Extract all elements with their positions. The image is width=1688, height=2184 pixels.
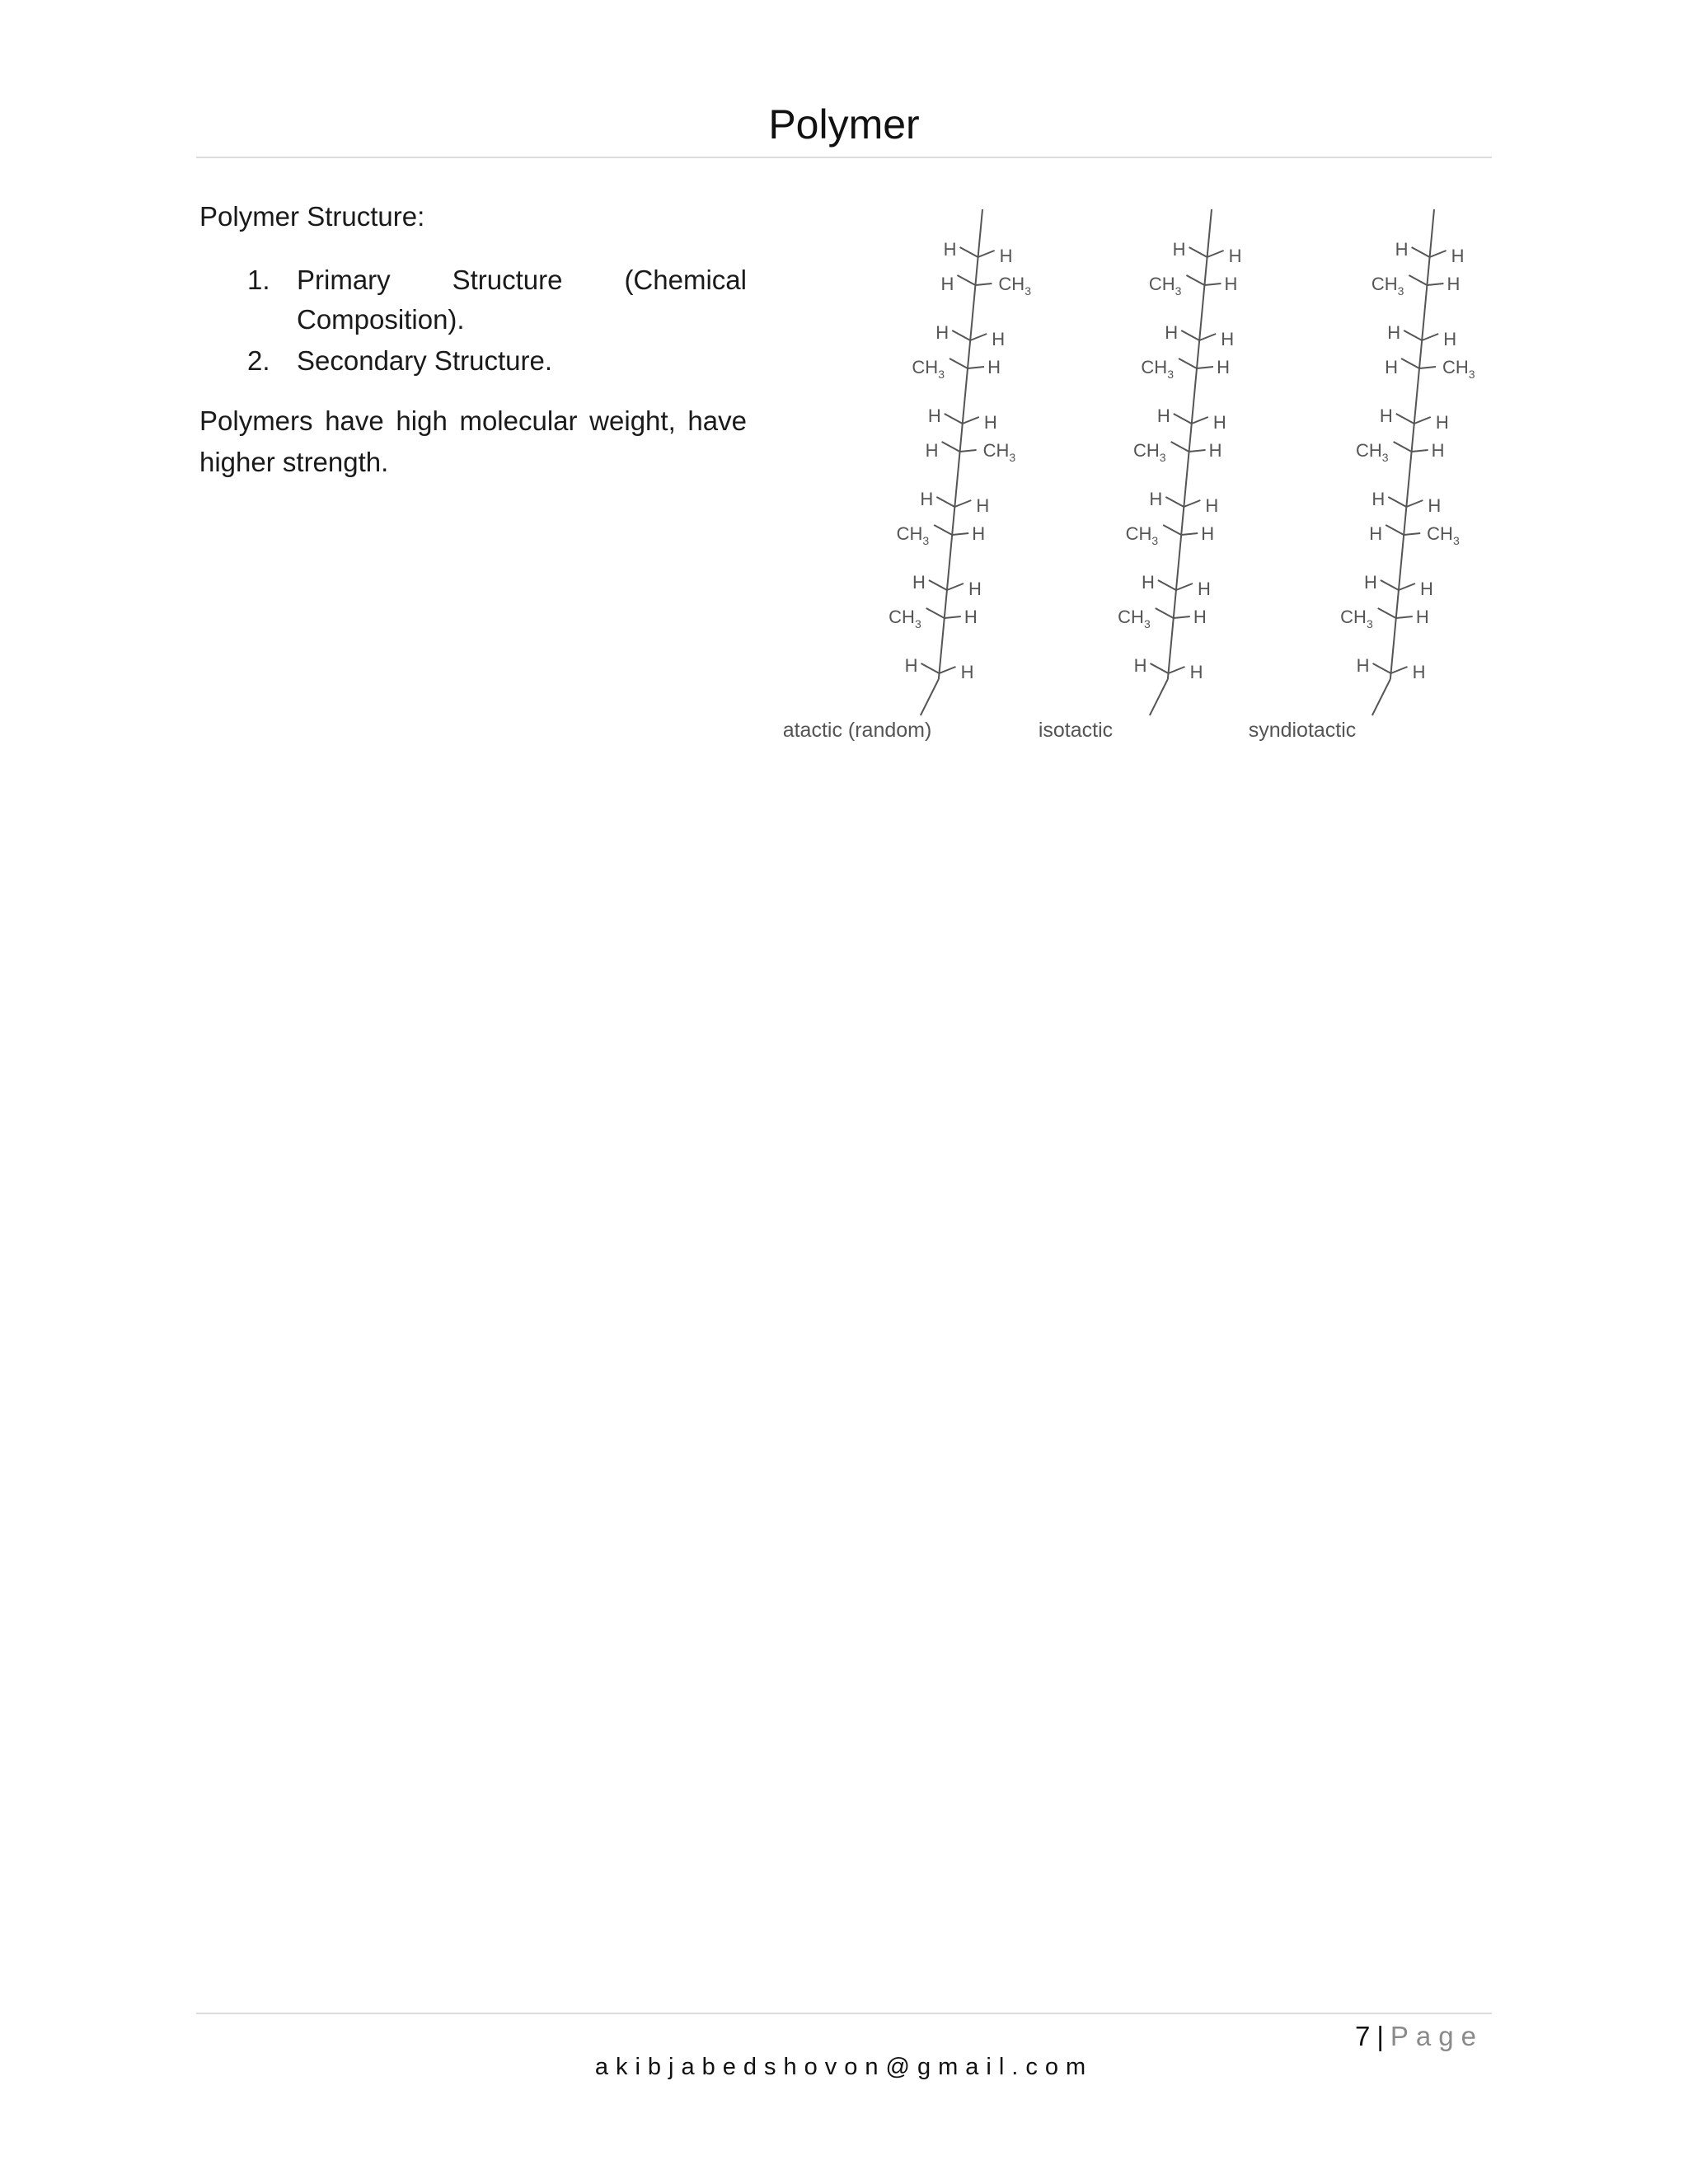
hydrogen-label: H bbox=[1228, 246, 1242, 266]
bond-line bbox=[1404, 533, 1420, 535]
hydrogen-label: H bbox=[987, 357, 1001, 377]
bond-line bbox=[1394, 442, 1412, 452]
page-title: Polymer bbox=[768, 101, 920, 148]
hydrogen-label: H bbox=[940, 274, 954, 294]
hydrogen-label: H bbox=[1372, 489, 1386, 509]
hydrogen-label: H bbox=[1141, 572, 1155, 593]
bond-line bbox=[1381, 580, 1399, 590]
footer-email: akibjabedshovon@gmail.com bbox=[594, 2054, 1094, 2080]
bond-line bbox=[1197, 367, 1213, 368]
hydrogen-label: H bbox=[968, 579, 982, 599]
paragraph-word: molecular bbox=[459, 405, 578, 436]
hydrogen-label: H bbox=[960, 662, 974, 682]
bond-line bbox=[1391, 667, 1408, 673]
hydrogen-label: H bbox=[976, 495, 990, 516]
methyl-label: $CH_3$ bbox=[1442, 357, 1475, 381]
bond-line bbox=[934, 525, 952, 535]
methyl-label: $CH_3$ bbox=[1148, 274, 1182, 298]
bond-line bbox=[1207, 251, 1224, 257]
bond-line bbox=[1378, 608, 1396, 618]
hydrogen-label: H bbox=[1356, 655, 1370, 676]
hydrogen-label: H bbox=[943, 239, 957, 260]
footer-divider bbox=[196, 2013, 1492, 2014]
hydrogen-label: H bbox=[1415, 607, 1429, 627]
paragraph-word: have bbox=[325, 405, 384, 436]
methyl-label: $CH_3$ bbox=[889, 607, 921, 630]
tacticity-diagram bbox=[775, 201, 1500, 762]
hydrogen-label: H bbox=[999, 246, 1013, 266]
methyl-label: $CH_3$ bbox=[982, 440, 1016, 464]
paragraph-word: Polymers bbox=[199, 405, 313, 436]
bond-line bbox=[950, 359, 968, 368]
hydrogen-label: H bbox=[925, 440, 939, 461]
bond-line bbox=[1427, 284, 1443, 285]
bond-line bbox=[945, 616, 961, 618]
bond-line bbox=[1430, 251, 1447, 257]
hydrogen-label: H bbox=[1363, 572, 1377, 593]
bond-line bbox=[1189, 247, 1207, 257]
hydrogen-label: H bbox=[1431, 440, 1445, 461]
bond-line bbox=[1404, 330, 1422, 340]
methyl-label: $CH_3$ bbox=[1371, 274, 1404, 298]
hydrogen-label: H bbox=[1428, 495, 1442, 516]
bond-line bbox=[1169, 667, 1185, 673]
page-separator: | bbox=[1376, 2021, 1384, 2051]
hydrogen-label: H bbox=[1224, 274, 1238, 294]
bond-line bbox=[945, 414, 963, 424]
hydrogen-label: H bbox=[1197, 579, 1211, 599]
list-item-text: Secondary Structure. bbox=[297, 345, 552, 376]
bond-line bbox=[1156, 608, 1174, 618]
bond-line bbox=[1174, 616, 1190, 618]
paragraph-word: have bbox=[687, 405, 747, 436]
bond-line bbox=[960, 450, 977, 452]
bond-line bbox=[1150, 679, 1168, 715]
bond-line bbox=[1163, 525, 1181, 535]
bond-line bbox=[963, 417, 979, 424]
bond-line bbox=[1189, 450, 1206, 452]
list-word: (Chemical bbox=[624, 265, 747, 295]
bond-line bbox=[1192, 417, 1208, 424]
bond-line bbox=[954, 500, 971, 507]
bond-line bbox=[952, 533, 968, 535]
diagram-caption: syndiotactic bbox=[1248, 719, 1357, 742]
bond-line bbox=[1181, 533, 1198, 535]
bond-line bbox=[1165, 497, 1184, 507]
methyl-label: $CH_3$ bbox=[998, 274, 1032, 298]
hydrogen-label: H bbox=[912, 572, 926, 593]
bond-line bbox=[1179, 359, 1197, 368]
bond-line bbox=[1174, 414, 1192, 424]
methyl-label: $CH_3$ bbox=[1133, 440, 1166, 464]
hydrogen-label: H bbox=[1435, 412, 1449, 433]
hydrogen-label: H bbox=[1172, 239, 1186, 260]
hydrogen-label: H bbox=[964, 607, 978, 627]
hydrogen-label: H bbox=[1379, 405, 1393, 426]
methyl-label: $CH_3$ bbox=[896, 523, 930, 547]
hydrogen-label: H bbox=[983, 412, 997, 433]
body-paragraph bbox=[199, 401, 747, 483]
page-word: Page bbox=[1390, 2021, 1484, 2051]
bond-line bbox=[960, 247, 978, 257]
bond-line bbox=[1186, 275, 1204, 285]
bond-line bbox=[1396, 616, 1413, 618]
hydrogen-label: H bbox=[1412, 662, 1426, 682]
bond-line bbox=[1199, 334, 1216, 340]
hydrogen-label: H bbox=[1369, 523, 1383, 544]
bond-line bbox=[926, 608, 945, 618]
diagram-caption: isotactic bbox=[1038, 719, 1114, 742]
bond-line bbox=[929, 580, 947, 590]
methyl-label: $CH_3$ bbox=[1427, 523, 1460, 547]
bond-line bbox=[921, 679, 939, 715]
list-word: Primary bbox=[297, 265, 391, 295]
paragraph-line: higher strength. bbox=[199, 447, 389, 477]
bond-line bbox=[1401, 359, 1419, 368]
paragraph-word: high bbox=[396, 405, 448, 436]
hydrogen-label: H bbox=[1149, 489, 1163, 509]
bond-line bbox=[947, 583, 964, 590]
page-number: 7 bbox=[1354, 2021, 1371, 2051]
bond-line bbox=[1373, 663, 1391, 673]
bond-line bbox=[1399, 583, 1415, 590]
bond-line bbox=[1414, 417, 1431, 424]
hydrogen-label: H bbox=[920, 489, 934, 509]
paragraph-line bbox=[199, 401, 747, 442]
bond-line bbox=[1406, 500, 1423, 507]
bond-line bbox=[1151, 663, 1169, 673]
methyl-label: $CH_3$ bbox=[912, 357, 945, 381]
bond-line bbox=[1372, 679, 1390, 715]
methyl-label: $CH_3$ bbox=[1340, 607, 1373, 630]
methyl-label: $CH_3$ bbox=[1118, 607, 1151, 630]
list-number: 1. bbox=[247, 265, 270, 295]
hydrogen-label: H bbox=[1193, 607, 1207, 627]
list-number: 2. bbox=[247, 345, 270, 376]
bond-line bbox=[1171, 442, 1189, 452]
bond-line bbox=[1388, 497, 1406, 507]
hydrogen-label: H bbox=[1443, 329, 1457, 349]
list-item-line bbox=[297, 260, 747, 300]
hydrogen-label: H bbox=[1201, 523, 1215, 544]
bond-line bbox=[1386, 525, 1404, 535]
methyl-label: $CH_3$ bbox=[1141, 357, 1175, 381]
header-divider bbox=[196, 157, 1492, 158]
hydrogen-label: H bbox=[1385, 357, 1398, 377]
hydrogen-label: H bbox=[927, 405, 941, 426]
bond-line bbox=[952, 330, 970, 340]
hydrogen-label: H bbox=[1189, 662, 1203, 682]
diagram-caption: atactic (random) bbox=[782, 719, 932, 742]
hydrogen-label: H bbox=[1217, 357, 1230, 377]
structure-list bbox=[199, 260, 747, 382]
list-word: Structure bbox=[452, 265, 563, 295]
bond-line bbox=[978, 251, 995, 257]
bond-line bbox=[1176, 583, 1193, 590]
bond-line bbox=[957, 275, 975, 285]
hydrogen-label: H bbox=[1395, 239, 1409, 260]
bond-line bbox=[1409, 275, 1427, 285]
bond-line bbox=[968, 367, 984, 368]
list-item bbox=[199, 341, 747, 381]
hydrogen-label: H bbox=[1156, 405, 1170, 426]
bond-line bbox=[1419, 367, 1436, 368]
bond-line bbox=[942, 442, 960, 452]
bond-line bbox=[1412, 247, 1430, 257]
hydrogen-label: H bbox=[1208, 440, 1222, 461]
bond-line bbox=[975, 284, 992, 285]
bond-line bbox=[936, 497, 954, 507]
hydrogen-label: H bbox=[1447, 274, 1461, 294]
hydrogen-label: H bbox=[1205, 495, 1219, 516]
hydrogen-label: H bbox=[972, 523, 986, 544]
hydrogen-label: H bbox=[1387, 322, 1401, 343]
list-item bbox=[199, 260, 747, 340]
tacticity-figure bbox=[775, 201, 1500, 762]
paragraph-word: weight, bbox=[589, 405, 676, 436]
bond-line bbox=[921, 663, 940, 673]
bond-line bbox=[1396, 414, 1414, 424]
hydrogen-label: H bbox=[1419, 579, 1433, 599]
bond-line bbox=[1184, 500, 1200, 507]
bond-line bbox=[1422, 334, 1438, 340]
bond-line bbox=[1412, 450, 1428, 452]
hydrogen-label: H bbox=[1212, 412, 1226, 433]
hydrogen-label: H bbox=[1221, 329, 1235, 349]
bond-line bbox=[1158, 580, 1176, 590]
bond-line bbox=[970, 334, 987, 340]
list-item-continuation: Composition). bbox=[297, 304, 465, 335]
bond-line bbox=[940, 667, 956, 673]
section-heading: Polymer Structure: bbox=[199, 201, 425, 232]
hydrogen-label: H bbox=[1165, 322, 1179, 343]
hydrogen-label: H bbox=[1133, 655, 1147, 676]
bond-line bbox=[1181, 330, 1199, 340]
bond-line bbox=[1204, 284, 1221, 285]
hydrogen-label: H bbox=[935, 322, 950, 343]
hydrogen-label: H bbox=[904, 655, 918, 676]
methyl-label: $CH_3$ bbox=[1356, 440, 1389, 464]
hydrogen-label: H bbox=[1451, 246, 1465, 266]
methyl-label: $CH_3$ bbox=[1125, 523, 1159, 547]
hydrogen-label: H bbox=[992, 329, 1006, 349]
